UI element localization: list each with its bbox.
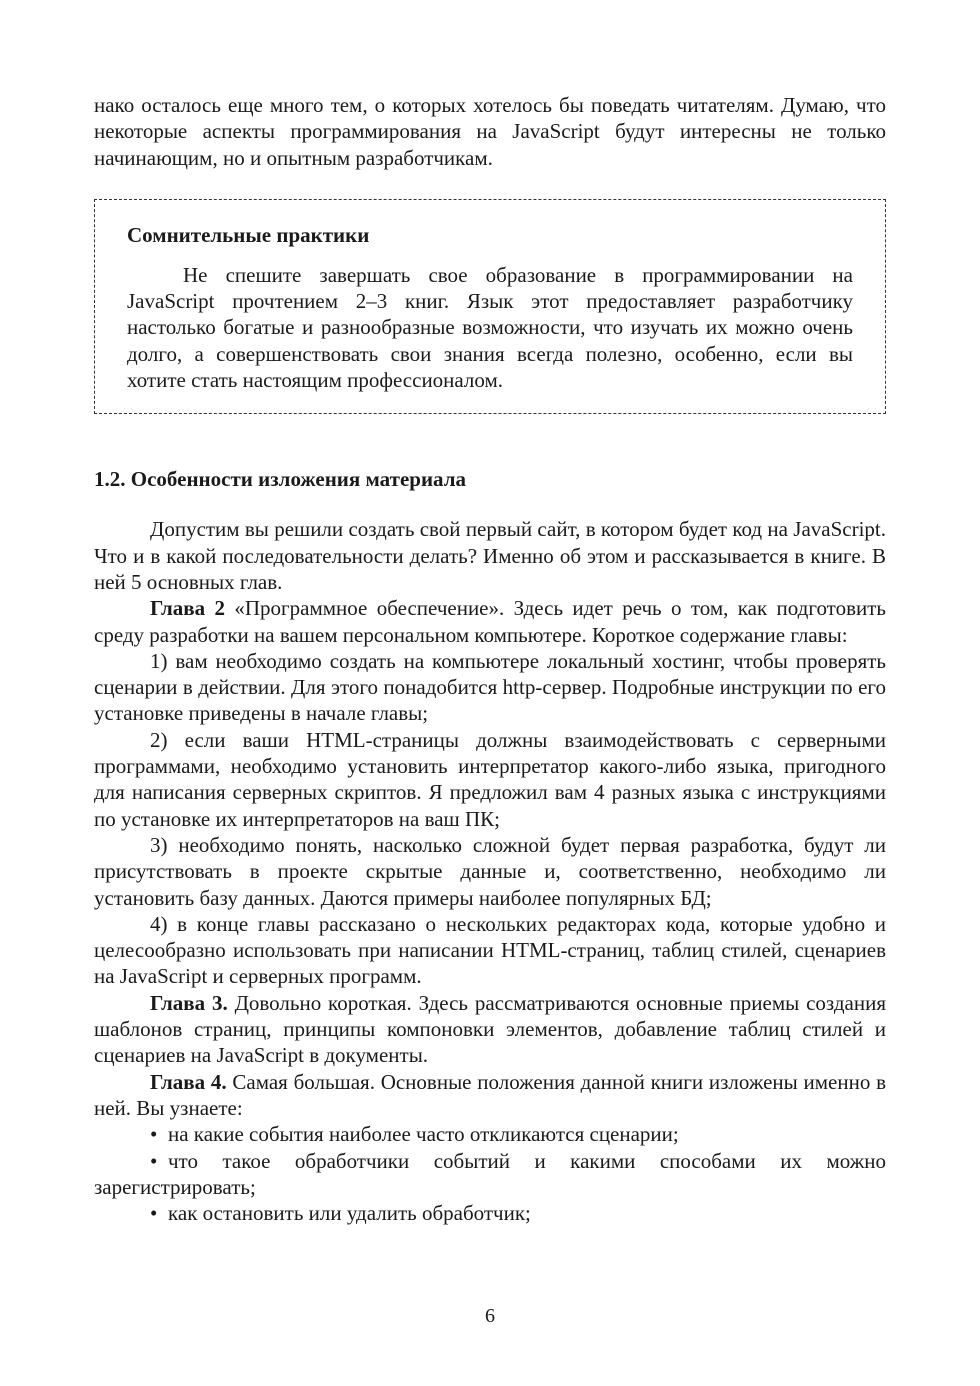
intro-paragraph: нако осталось еще много тем, о которых хотелось бы поведать читателям. Думаю, что некоторые аспекты программирования на JavaScript будут интересны не только начинающим, но и опытным разработчикам. xyxy=(94,93,886,170)
bullet-text: как остановить или удалить обработчик; xyxy=(168,1201,531,1226)
chapter-2-label: Глава 2 xyxy=(150,596,225,621)
bullet-icon: • xyxy=(150,1122,158,1147)
chapter-4-label: Глава 4. xyxy=(150,1069,227,1094)
chapter-3-label: Глава 3. xyxy=(150,990,228,1015)
bullet-text: на какие события наиболее часто откликаются сценарии; xyxy=(168,1122,679,1147)
list-item-1: 1) вам необходимо создать на компьютере локальный хостинг, чтобы проверять сценарии в действии. Для этого понадобится http-сервер. Подробные инструкции по его установке приведены в начале главы; xyxy=(94,648,886,726)
bullet-icon: • xyxy=(150,1201,158,1226)
bullet-icon: • xyxy=(150,1148,158,1173)
bullet-item xyxy=(94,1148,886,1201)
section-title: 1.2. Особенности изложения материала xyxy=(94,467,467,492)
chapter-2-text: «Программное обеспечение». Здесь идет речь о том, как подготовить среду разработки на вашем персональном компьютере. Короткое содержание главы: xyxy=(94,596,886,647)
list-item-3: 3) необходимо понять, насколько сложной будет первая разработка, будут ли присутствовать в проекте скрытые данные и, соответственно, необходимо ли установить базу данных. Даются примеры наиболее популярных БД; xyxy=(94,832,886,910)
callout-box xyxy=(94,199,886,414)
list-item-4: 4) в конце главы рассказано о нескольких редакторах кода, которые удобно и целесообразно использовать при написании HTML-страниц, таблиц стилей, сценариев на JavaScript и серверных программ. xyxy=(94,911,886,989)
chapter-4-paragraph xyxy=(94,1069,886,1122)
list-item-2: 2) если ваши HTML-страницы должны взаимодействовать с серверными программами, необходимо установить интерпретатор какого-либо языка, пригодного для написания серверных скриптов. Я предложил вам 4 разных языка с инструкциями по установке их интерпретаторов на ваш ПК; xyxy=(94,727,886,831)
chapter-3-paragraph xyxy=(94,990,886,1069)
chapter-2-paragraph xyxy=(94,595,886,648)
section-paragraph-1: Допустим вы решили создать свой первый сайт, в котором будет код на JavaScript. Что и в какой последовательности делать? Именно об этом и рассказывается в книге. В ней 5 основных глав. xyxy=(94,517,886,594)
bullet-item xyxy=(94,1200,886,1226)
page-content xyxy=(94,92,886,1226)
page-number: 6 xyxy=(485,1305,495,1327)
chapter-3-text: Довольно короткая. Здесь рассматриваются основные приемы создания шаблонов страниц, принципы компоновки элементов, добавление таблиц стилей и сценариев на JavaScript в документы. xyxy=(94,990,886,1068)
chapter-4-text: Самая большая. Основные положения данной книги изложены именно в ней. Вы узнаете: xyxy=(94,1069,886,1120)
bullet-item xyxy=(94,1121,886,1147)
bullet-text: что такое обработчики событий и какими способами их можно зарегистрировать; xyxy=(94,1148,886,1199)
callout-title: Сомнительные практики xyxy=(127,222,370,247)
callout-text: Не спешите завершать свое образование в программировании на JavaScript прочтением 2–3 книг. Язык этот предоставляет разработчику настолько богатые и разнообразные возможности, что изучать их можно очень долго, а совершенствовать свои знания всегда полезно, особенно, если вы хотите стать настоящим профессионалом. xyxy=(127,262,853,393)
